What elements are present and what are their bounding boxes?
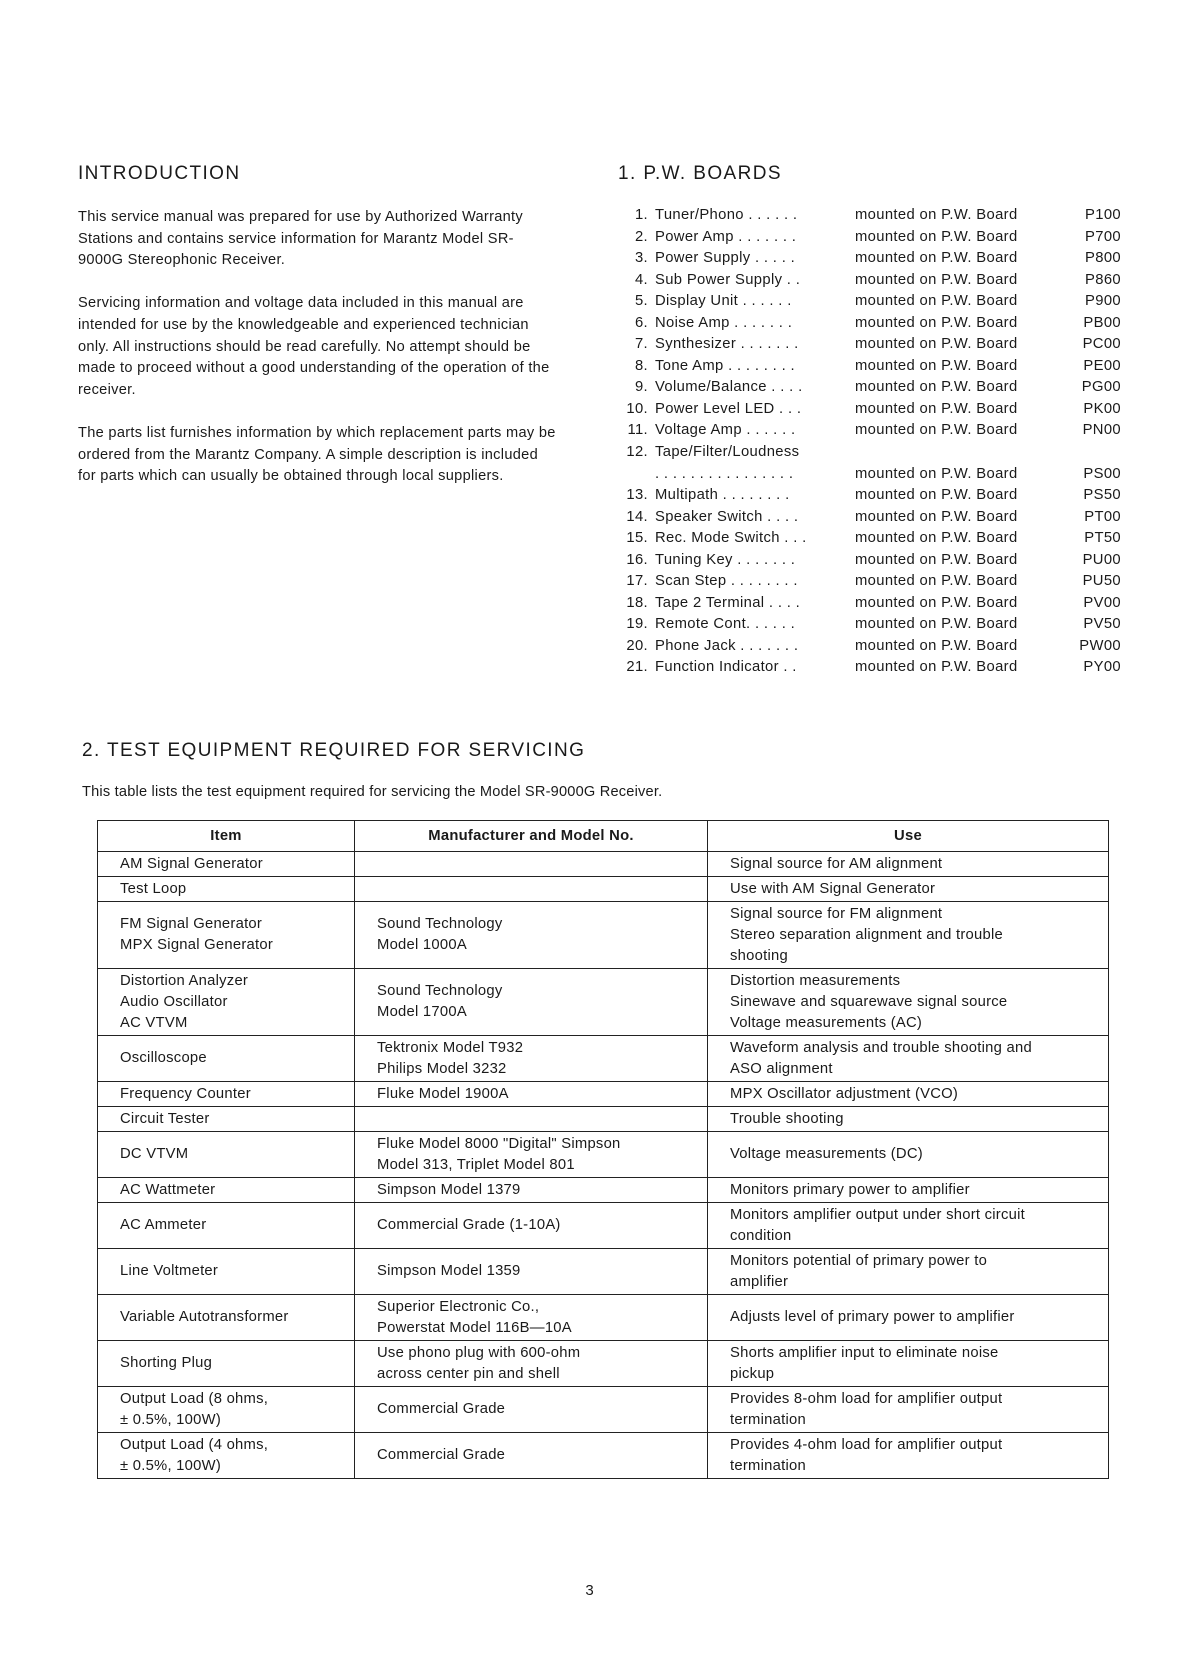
table-row [98, 1107, 1109, 1132]
cell-text-line: Use phono plug with 600-ohm [377, 1344, 581, 1361]
use-cell [708, 1178, 1109, 1203]
use-cell [708, 1387, 1109, 1433]
board-item-number: 20. [626, 637, 648, 654]
board-list-item [618, 291, 1121, 313]
board-item-number: 17. [626, 573, 648, 590]
board-item-name: Tape 2 Terminal . . . . [655, 594, 801, 611]
board-item-code: PW00 [1079, 637, 1121, 654]
board-item-name: . . . . . . . . . . . . . . . . [655, 465, 794, 482]
use-cell [708, 1433, 1109, 1479]
equipment-item-cell [98, 1132, 355, 1178]
cell-text-line: AC Ammeter [120, 1217, 207, 1233]
cell-text-line: Distortion Analyzer [120, 972, 249, 989]
board-item-mount-text [855, 442, 1071, 464]
table-row [98, 1249, 1109, 1295]
board-item-number: 6. [634, 314, 648, 331]
cell-text-line: Line Voltmeter [120, 1263, 219, 1279]
manufacturer-cell [355, 1203, 708, 1249]
board-item-code: PE00 [1083, 357, 1121, 374]
table-row [98, 1132, 1109, 1178]
equipment-item-cell [98, 1341, 355, 1387]
board-list-item [618, 636, 1121, 658]
cell-text-line: AC Wattmeter [120, 1181, 216, 1198]
board-item-number: 2. [634, 228, 648, 245]
board-list-item [618, 485, 1121, 507]
cell-text-line: Circuit Tester [120, 1110, 210, 1127]
cell-text-line: termination [730, 1457, 806, 1474]
cell-text-line: Powerstat Model 116B—10A [377, 1319, 572, 1336]
cell-text-line: Test Loop [120, 880, 187, 897]
board-item-mount-text: mounted on P.W. Board [855, 616, 1018, 633]
use-cell [708, 1132, 1109, 1178]
test-equipment-table [97, 820, 1109, 1479]
board-item-number: 16. [626, 551, 648, 568]
cell-text-line: Sinewave and squarewave signal source [730, 993, 1008, 1010]
board-item-name: Tape/Filter/Loudness [655, 444, 800, 461]
cell-text-line: Shorting Plug [120, 1355, 213, 1371]
cell-text-line: ± 0.5%, 100W) [120, 1411, 222, 1428]
equipment-item-cell [98, 902, 355, 969]
table-body [98, 852, 1109, 1479]
cell-text-line: Frequency Counter [120, 1085, 251, 1102]
cell-text-line: Monitors potential of primary power to [730, 1252, 988, 1269]
pw-boards-heading: 1. P.W. BOARDS [618, 163, 782, 184]
cell-text-line: condition [730, 1227, 792, 1244]
manufacturer-cell [355, 1341, 708, 1387]
board-list-item [618, 464, 1121, 486]
equipment-item-cell [98, 1203, 355, 1249]
equipment-item-cell [98, 1178, 355, 1203]
board-list-item [618, 377, 1121, 399]
board-item-code: PU00 [1082, 551, 1121, 568]
board-item-code: PS00 [1083, 465, 1121, 482]
test-equipment-heading: 2. TEST EQUIPMENT REQUIRED FOR SERVICING [82, 740, 586, 761]
cell-text-line: Stereo separation alignment and trouble [730, 926, 1003, 943]
test-equipment-intro: This table lists the test equipment required for servicing the Model SR-9000G Receiver. [82, 784, 663, 800]
test-equipment-section [82, 740, 1122, 800]
cell-text-line: Sound Technology [377, 983, 503, 999]
equipment-item-cell [98, 969, 355, 1036]
board-item-name: Remote Cont. . . . . . [655, 616, 796, 633]
board-item-code: PV00 [1083, 594, 1121, 611]
cell-text-line: Model 1700A [377, 1004, 467, 1020]
board-item-code: PC00 [1082, 336, 1121, 353]
board-item-number: 5. [634, 293, 648, 310]
board-item-mount-text: mounted on P.W. Board [855, 487, 1018, 504]
board-item-mount-text: mounted on P.W. Board [855, 336, 1018, 353]
board-item-mount-text: mounted on P.W. Board [855, 422, 1018, 439]
manufacturer-cell [355, 1387, 708, 1433]
board-item-code: PS50 [1083, 487, 1121, 504]
use-cell [708, 1341, 1109, 1387]
manufacturer-cell [355, 1433, 708, 1479]
column-header-manufacturer: Manufacturer and Model No. [355, 821, 708, 852]
cell-text-line: Superior Electronic Co., [377, 1298, 540, 1315]
board-item-name: Synthesizer . . . . . . . [655, 336, 799, 353]
board-item-name: Noise Amp . . . . . . . [655, 314, 793, 331]
board-item-name: Multipath . . . . . . . . [655, 487, 790, 504]
board-item-number: 1. [634, 207, 648, 223]
cell-text-line: AC VTVM [120, 1014, 188, 1031]
board-item-name: Rec. Mode Switch . . . [655, 530, 807, 547]
manufacturer-cell [355, 1107, 708, 1132]
board-item-number: 11. [627, 422, 648, 439]
board-list-item [618, 593, 1121, 615]
board-list-item [618, 657, 1121, 679]
manufacturer-cell [355, 969, 708, 1036]
board-item-number: 9. [634, 379, 648, 396]
table-row [98, 969, 1109, 1036]
board-item-name: Phone Jack . . . . . . . [655, 637, 799, 654]
table-row [98, 1295, 1109, 1341]
board-item-code: PT50 [1084, 530, 1121, 547]
board-item-code: PY00 [1083, 659, 1121, 676]
table-row [98, 1433, 1109, 1479]
use-cell [708, 969, 1109, 1036]
cell-text-line: Adjusts level of primary power to amplifier [730, 1309, 1015, 1325]
board-item-mount-text: mounted on P.W. Board [855, 465, 1018, 482]
board-item-mount-text: mounted on P.W. Board [855, 659, 1018, 676]
table-row [98, 852, 1109, 877]
board-item-name: Tuning Key . . . . . . . [655, 551, 796, 568]
board-item-name: Tone Amp . . . . . . . . [655, 357, 795, 374]
board-item-code: P700 [1085, 228, 1121, 245]
board-list-item [618, 356, 1121, 378]
cell-text-line: ± 0.5%, 100W) [120, 1457, 222, 1474]
board-item-mount-text: mounted on P.W. Board [855, 250, 1018, 267]
cell-text-line: pickup [730, 1365, 775, 1382]
manufacturer-cell [355, 1249, 708, 1295]
board-list-item [618, 528, 1121, 550]
board-item-name: Volume/Balance . . . . [655, 379, 803, 396]
board-item-code: PV50 [1083, 616, 1121, 633]
manufacturer-cell [355, 1082, 708, 1107]
board-item-number: 3. [634, 250, 648, 267]
table-row [98, 902, 1109, 969]
board-list-item [618, 571, 1121, 593]
board-item-code: P900 [1085, 293, 1121, 310]
cell-text-line: Oscilloscope [120, 1050, 207, 1066]
cell-text-line: Simpson Model 1379 [377, 1181, 521, 1198]
board-item-number: 12. [626, 444, 648, 461]
board-list-item [618, 420, 1121, 442]
cell-text-line: Shorts amplifier input to eliminate noise [730, 1344, 999, 1361]
table-header-row [98, 821, 1109, 852]
board-item-number: 18. [626, 594, 648, 611]
board-item-mount-text: mounted on P.W. Board [855, 379, 1018, 396]
cell-text-line: Waveform analysis and trouble shooting and [730, 1039, 1032, 1056]
cell-text-line: Tektronix Model T932 [377, 1039, 524, 1056]
table-row [98, 1341, 1109, 1387]
board-item-name: Tuner/Phono . . . . . . [655, 207, 798, 223]
board-list-item [618, 334, 1121, 356]
board-item-name: Function Indicator . . [655, 659, 797, 676]
board-item-name: Sub Power Supply . . [655, 271, 801, 288]
board-item-name: Display Unit . . . . . . [655, 293, 792, 310]
equipment-item-cell [98, 852, 355, 877]
board-item-mount-text: mounted on P.W. Board [855, 207, 1018, 223]
equipment-item-cell [98, 877, 355, 902]
board-item-mount-text: mounted on P.W. Board [855, 573, 1018, 590]
table-row [98, 877, 1109, 902]
manufacturer-cell [355, 1178, 708, 1203]
cell-text-line: MPX Signal Generator [120, 937, 274, 953]
equipment-item-cell [98, 1082, 355, 1107]
cell-text-line: Distortion measurements [730, 972, 901, 989]
cell-text-line: shooting [730, 947, 788, 964]
board-item-number: 19. [626, 616, 648, 633]
board-item-number: 21. [626, 659, 648, 676]
cell-text-line: Output Load (4 ohms, [120, 1436, 269, 1453]
cell-text-line: Philips Model 3232 [377, 1060, 507, 1077]
cell-text-line: Model 1000A [377, 937, 467, 953]
manufacturer-cell [355, 1295, 708, 1341]
equipment-item-cell [98, 1107, 355, 1132]
board-item-number [618, 464, 655, 486]
use-cell [708, 1203, 1109, 1249]
cell-text-line: Signal source for FM alignment [730, 905, 943, 922]
cell-text-line: Voltage measurements (AC) [730, 1014, 923, 1031]
cell-text-line: Commercial Grade [377, 1401, 506, 1417]
board-item-number: 8. [634, 357, 648, 374]
cell-text-line: Model 313, Triplet Model 801 [377, 1156, 575, 1173]
cell-text-line: ASO alignment [730, 1060, 833, 1077]
cell-text-line: Use with AM Signal Generator [730, 880, 936, 897]
board-item-code: P100 [1085, 207, 1121, 223]
equipment-item-cell [98, 1387, 355, 1433]
intro-paragraph-3: The parts list furnishes information by which replacement parts may be ordered from the Marantz Company. A simple description is included for parts which can usually be obtained through local suppliers. [78, 424, 556, 485]
board-list-item [618, 399, 1121, 421]
board-list-item [618, 442, 1118, 464]
board-item-number: 4. [634, 271, 648, 288]
board-list-item [618, 507, 1121, 529]
equipment-item-cell [98, 1249, 355, 1295]
board-item-number: 7. [634, 336, 648, 353]
pw-boards-list [618, 205, 1121, 679]
table-row [98, 1387, 1109, 1433]
cell-text-line: Sound Technology [377, 916, 503, 932]
page-number: 3 [585, 1582, 594, 1599]
board-item-mount-text: mounted on P.W. Board [855, 271, 1018, 288]
board-item-mount-text: mounted on P.W. Board [855, 357, 1018, 374]
board-item-mount-text: mounted on P.W. Board [855, 551, 1018, 568]
board-item-code: PT00 [1084, 508, 1121, 525]
introduction-heading: INTRODUCTION [78, 163, 241, 184]
use-cell [708, 877, 1109, 902]
table-row [98, 1178, 1109, 1203]
cell-text-line: FM Signal Generator [120, 916, 263, 932]
board-item-number: 13. [626, 487, 648, 504]
table-row [98, 1082, 1109, 1107]
manufacturer-cell [355, 877, 708, 902]
use-cell [708, 1249, 1109, 1295]
cell-text-line: Commercial Grade [377, 1447, 506, 1463]
cell-text-line: Simpson Model 1359 [377, 1263, 521, 1279]
board-item-code: PG00 [1081, 379, 1121, 396]
cell-text-line: Fluke Model 8000 "Digital" Simpson [377, 1135, 621, 1152]
cell-text-line: Provides 4-ohm load for amplifier output [730, 1436, 1003, 1453]
board-item-name: Voltage Amp . . . . . . [655, 422, 796, 439]
manufacturer-cell [355, 852, 708, 877]
equipment-item-cell [98, 1036, 355, 1082]
cell-text-line: Voltage measurements (DC) [730, 1146, 923, 1162]
cell-text-line: AM Signal Generator [120, 855, 263, 872]
board-item-code: PK00 [1083, 400, 1121, 417]
use-cell [708, 1295, 1109, 1341]
board-item-name: Power Amp . . . . . . . [655, 228, 797, 245]
cell-text-line: Audio Oscillator [120, 993, 228, 1010]
board-list-item [618, 248, 1121, 270]
cell-text-line: Monitors amplifier output under short circuit [730, 1206, 1025, 1223]
table-row [98, 1203, 1109, 1249]
board-list-item [618, 227, 1121, 249]
equipment-item-cell [98, 1433, 355, 1479]
board-item-code: P800 [1085, 250, 1121, 267]
board-item-name: Speaker Switch . . . . [655, 508, 799, 525]
cell-text-line: Trouble shooting [730, 1110, 844, 1127]
use-cell [708, 1036, 1109, 1082]
cell-text-line: across center pin and shell [377, 1365, 560, 1382]
board-item-mount-text: mounted on P.W. Board [855, 293, 1018, 310]
cell-text-line: Output Load (8 ohms, [120, 1390, 269, 1407]
column-header-use: Use [708, 821, 1109, 852]
cell-text-line: termination [730, 1411, 806, 1428]
board-item-code [1071, 442, 1121, 464]
board-list-item [618, 313, 1121, 335]
board-item-number: 14. [626, 508, 648, 525]
board-item-name: Power Supply . . . . . [655, 250, 796, 267]
board-item-code: PU50 [1082, 573, 1121, 590]
cell-text-line: Commercial Grade (1-10A) [377, 1217, 561, 1233]
board-item-number: 10. [626, 400, 648, 417]
column-header-item: Item [98, 821, 355, 852]
introduction-section [78, 163, 558, 509]
cell-text-line: Fluke Model 1900A [377, 1085, 509, 1102]
board-item-name: Scan Step . . . . . . . . [655, 573, 798, 590]
board-item-mount-text: mounted on P.W. Board [855, 637, 1018, 654]
intro-paragraph-2: Servicing information and voltage data included in this manual are intended for use by the knowledgeable and experienced technician only. All instructions should be read carefully. No attempt should be made to proceed without a good understanding of the operation of the receiver. [78, 295, 550, 398]
manufacturer-cell [355, 1036, 708, 1082]
board-list-item [618, 270, 1121, 292]
use-cell [708, 1082, 1109, 1107]
board-item-name: Power Level LED . . . [655, 400, 802, 417]
cell-text-line: Provides 8-ohm load for amplifier output [730, 1390, 1003, 1407]
board-item-code: PB00 [1083, 314, 1121, 331]
board-item-mount-text: mounted on P.W. Board [855, 530, 1018, 547]
cell-text-line: Signal source for AM alignment [730, 855, 943, 872]
cell-text-line: MPX Oscillator adjustment (VCO) [730, 1085, 959, 1102]
cell-text-line: amplifier [730, 1273, 789, 1290]
board-item-number: 15. [626, 530, 648, 547]
use-cell [708, 1107, 1109, 1132]
board-item-mount-text: mounted on P.W. Board [855, 508, 1018, 525]
board-item-mount-text: mounted on P.W. Board [855, 314, 1018, 331]
cell-text-line: Monitors primary power to amplifier [730, 1181, 970, 1198]
pw-boards-section [618, 163, 1121, 679]
manufacturer-cell [355, 902, 708, 969]
table-row [98, 1036, 1109, 1082]
board-list-item [618, 550, 1121, 572]
board-item-mount-text: mounted on P.W. Board [855, 400, 1018, 417]
use-cell [708, 902, 1109, 969]
cell-text-line: DC VTVM [120, 1146, 189, 1162]
equipment-item-cell [98, 1295, 355, 1341]
board-item-code: PN00 [1082, 422, 1121, 439]
use-cell [708, 852, 1109, 877]
board-item-code: P860 [1085, 271, 1121, 288]
board-list-item [618, 614, 1121, 636]
board-item-mount-text: mounted on P.W. Board [855, 594, 1018, 611]
manufacturer-cell [355, 1132, 708, 1178]
cell-text-line: Variable Autotransformer [120, 1309, 289, 1325]
intro-paragraph-1: This service manual was prepared for use by Authorized Warranty Stations and contains service information for Marantz Model SR-9000G Stereophonic Receiver. [78, 209, 524, 269]
board-item-mount-text: mounted on P.W. Board [855, 228, 1018, 245]
board-list-item [618, 205, 1121, 227]
